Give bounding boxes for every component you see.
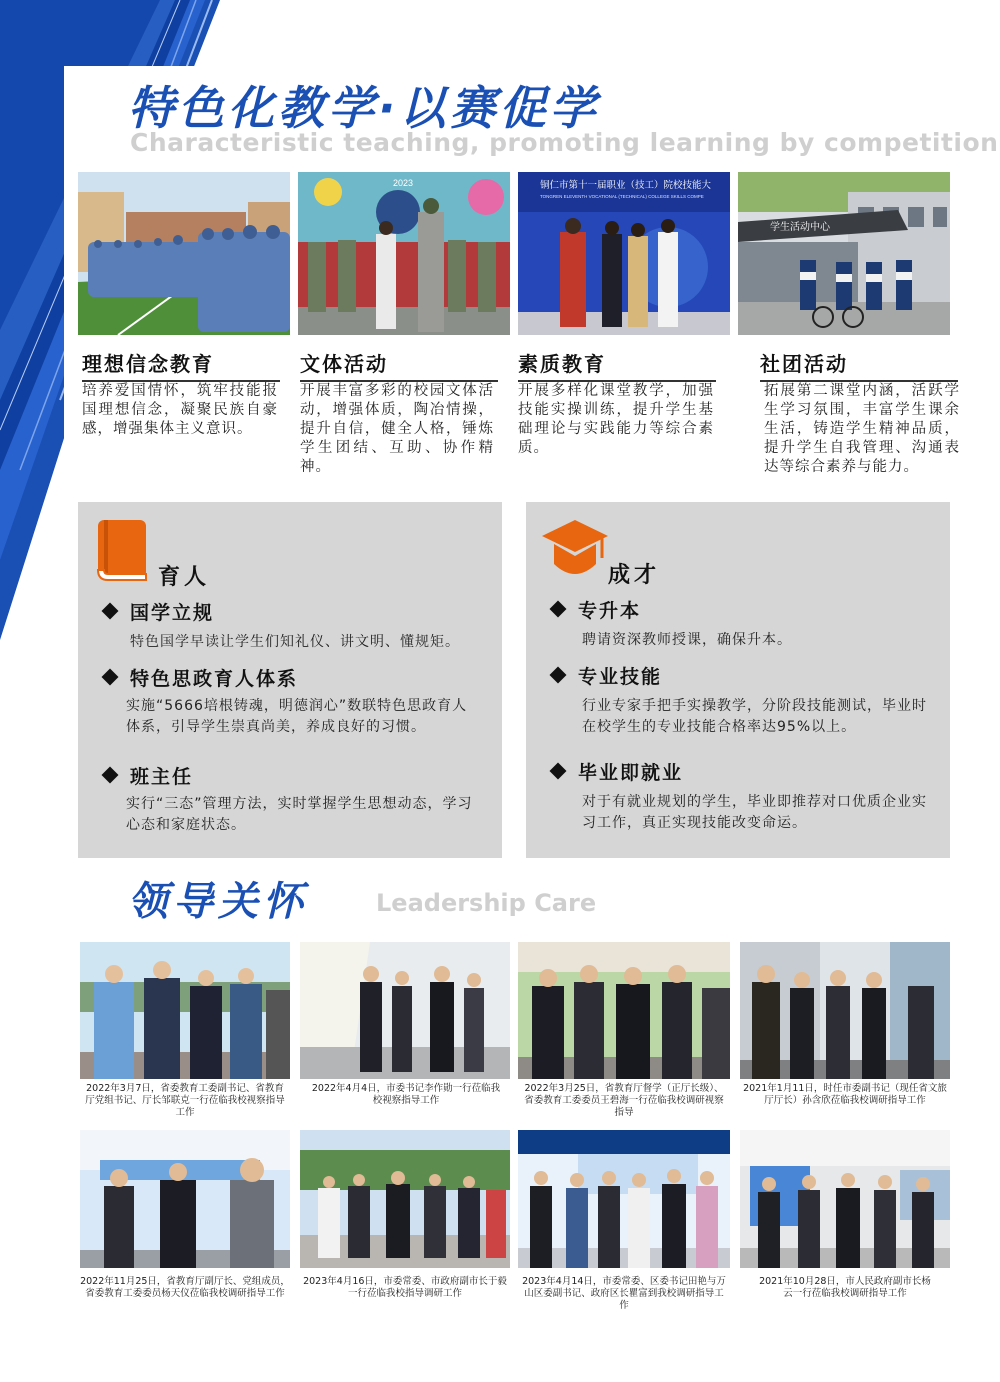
diamond-bullet-icon <box>550 667 567 684</box>
item-desc-banzhuren: 实行“三态”管理方法，实时掌握学生思想动态，学习心态和家庭状态。 <box>126 796 473 833</box>
diamond-bullet-icon <box>550 763 567 780</box>
feature-title-sports: 文体活动 <box>300 348 498 382</box>
item-title-banzhuren <box>104 762 193 789</box>
panel-talent-heading: 成才 <box>608 563 661 588</box>
banner-line2: TONGREN ELEVENTH VOCATIONAL (TECHNICAL) COLLEGE SKILLS COMPE <box>540 194 704 199</box>
leadership-photo-4 <box>740 942 950 1079</box>
feature-desc-quality: 开展多样化课堂教学，加强技能实操训练，提升学生基础理论与实践能力等综合素质。 <box>518 383 714 456</box>
item-title-sizheng-text: 特色思政育人体系 <box>130 668 299 690</box>
leadership-photo-7 <box>518 1130 730 1268</box>
item-desc-shengben: 聘请资深教师授课，确保升本。 <box>582 632 792 648</box>
leadership-caption-4: 2021年1月11日，时任市委副书记（现任省文旅厅厅长）孙含欣莅临我校调研指导工作 <box>743 1083 947 1106</box>
leadership-photo-8 <box>740 1130 950 1268</box>
leadership-title: 领导关怀 <box>128 879 308 925</box>
leadership-caption-2: 2022年4月4日，市委书记李作勋一行莅临我校视察指导工作 <box>311 1083 501 1106</box>
photo-student-activity-center <box>738 172 950 335</box>
item-title-guoxue <box>104 598 214 625</box>
graduation-cap-icon <box>540 518 610 582</box>
leadership-caption-6: 2023年4月16日，市委常委、市政府副市长于毅一行莅临我校指导调研工作 <box>303 1276 507 1299</box>
center-sign: 学生活动中心 <box>770 222 830 233</box>
item-title-shengben-text: 专升本 <box>578 600 642 622</box>
diamond-bullet-icon <box>550 601 567 618</box>
leadership-photo-1 <box>80 942 290 1079</box>
leadership-photo-2 <box>300 942 510 1079</box>
book-icon <box>94 518 150 584</box>
leadership-caption-8: 2021年10月28日，市人民政府副市长杨云一行莅临我校调研指导工作 <box>759 1276 931 1299</box>
leadership-photo-3 <box>518 942 730 1079</box>
leadership-caption-3: 2022年3月25日，省教育厅督学（正厅长级）、省委教育工委委员王碧海一行莅临我校调研视察指导 <box>524 1083 724 1118</box>
panel-education-heading: 育人 <box>158 565 211 590</box>
banner-year: 2023 <box>393 178 414 188</box>
leadership-caption-7: 2023年4月14日，市委常委、区委书记田艳与万山区委副书记、政府区长瞿富到我校调研指导工作 <box>522 1276 726 1311</box>
leadership-subtitle: Leadership Care <box>376 889 597 917</box>
feature-title-ideals: 理想信念教育 <box>82 348 280 382</box>
leadership-caption-5: 2022年11月25日，省教育厅副厅长、党组成员，省委教育工委委员杨天仪莅临我校调研指导工作 <box>80 1276 290 1299</box>
item-title-shengben <box>552 596 641 623</box>
page-title: 特色化教学·以赛促学 <box>128 81 600 135</box>
item-title-jiuye-text: 毕业即就业 <box>578 762 684 784</box>
item-title-banzhuren-text: 班主任 <box>130 766 194 788</box>
leadership-photo-6 <box>300 1130 510 1268</box>
feature-title-quality: 素质教育 <box>518 348 716 382</box>
banner-line1: 铜仁市第十一届职业（技工）院校技能大 <box>540 180 712 191</box>
leadership-photo-5 <box>80 1130 290 1268</box>
item-desc-sizheng: 实施“5666培根铸魂，明德润心”数联特色思政育人体系，引导学生崇真尚美，养成良好的习惯。 <box>126 698 468 735</box>
diamond-bullet-icon <box>102 767 119 784</box>
item-title-jiuye <box>552 758 683 785</box>
item-desc-jiuye: 对于有就业规划的学生，毕业即推荐对口优质企业实习工作，真正实现技能改变命运。 <box>582 794 927 831</box>
photo-military-training <box>78 172 290 335</box>
photo-skills-competition <box>518 172 730 335</box>
diamond-bullet-icon <box>102 603 119 620</box>
item-desc-guoxue: 特色国学早读让学生们知礼仪、讲文明、懂规矩。 <box>130 634 460 650</box>
item-desc-jineng: 行业专家手把手实操教学，分阶段技能测试，毕业时在校学生的专业技能合格率达95%以上。 <box>582 698 927 735</box>
item-title-jineng-text: 专业技能 <box>578 666 663 688</box>
feature-desc-ideals: 培养爱国情怀，筑牢技能报国理想信念，凝聚民族自豪感，增强集体主义意识。 <box>82 383 278 437</box>
photo-sports-event <box>298 172 510 335</box>
item-title-guoxue-text: 国学立规 <box>130 602 215 624</box>
feature-desc-sports: 开展丰富多彩的校园文体活动，增强体质，陶冶情操，提升自信，健全人格，锤炼学生团结、互助、协作精神。 <box>300 383 494 475</box>
item-title-sizheng <box>104 664 298 691</box>
feature-desc-clubs: 拓展第二课堂内涵，活跃学生学习氛围，丰富学生课余生活，铸造学生精神品质，提升学生自我管理、沟通表达等综合素养与能力。 <box>764 383 960 475</box>
diamond-bullet-icon <box>102 669 119 686</box>
item-title-jineng <box>552 662 662 689</box>
leadership-caption-1: 2022年3月7日，省委教育工委副书记、省教育厅党组书记、厅长邹联克一行莅临我校视察指导工作 <box>85 1083 285 1118</box>
feature-title-clubs: 社团活动 <box>760 348 958 382</box>
page-subtitle: Characteristic teaching, promoting learning by competition <box>130 128 999 157</box>
